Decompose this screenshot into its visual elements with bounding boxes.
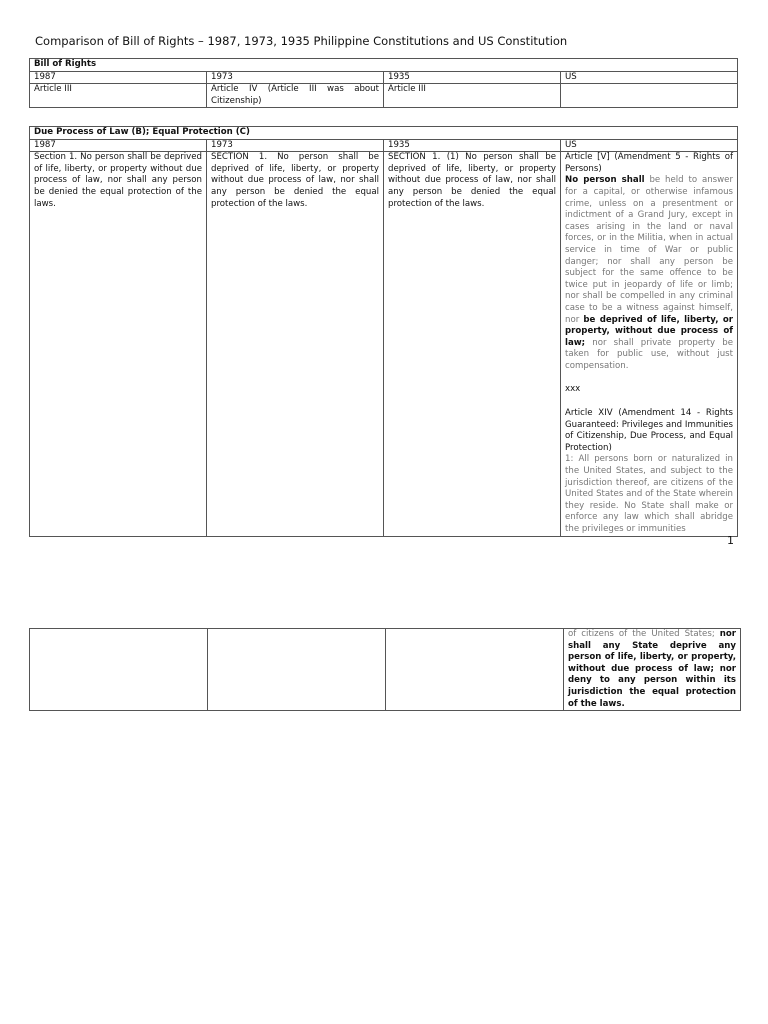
cell-us (561, 152, 738, 536)
cell-1935 (386, 629, 564, 711)
page-number: 1 (727, 534, 734, 547)
bill-of-rights-table (29, 58, 738, 108)
cell-1973: Article IV (Article III was about Citizenship) (207, 84, 384, 108)
col-header-1935: 1935 (384, 71, 561, 84)
amendment-5-title: Article [V] (Amendment 5 - Rights of Persons) (565, 152, 733, 174)
due-process-table-continued (29, 628, 741, 711)
amendment-5-text: No person shall be held to answer for a capital, or otherwise infamous crime, unless on a presentment or indictment of a Grand Jury, except in cases arising in the land or naval forces, or in the Militia, when in actual service in time of War or public danger; nor shall any person be subject for the same offence to be twice put in jeopardy of life or limb; nor shall be compelled in any criminal case to be a witness against himself, nor be deprived of life, liberty, or property, without due process of law; nor shall private property be taken for public use, without just compensation. (565, 175, 734, 371)
cell-1987: Article III (30, 84, 207, 108)
amendment-14-text: 1: All persons born or naturalized in the United States, and subject to the jurisdiction thereof, are citizens of the United States and of the State wherein they reside. No State shall make or enforce any law which shall abridge the privileges or immunities (565, 454, 733, 534)
cell-1987 (30, 629, 208, 711)
cell-1973 (208, 629, 386, 711)
omission-marker: xxx (565, 384, 581, 395)
cell-us: of citizens of the United States; nor shall any State deprive any person of life, liberty, or property, without due process of law; nor deny to any person within its jurisdiction the equal protection of the laws. (564, 629, 741, 711)
col-header-1973: 1973 (207, 139, 384, 152)
cell-us (561, 84, 738, 108)
table-heading: Bill of Rights (30, 59, 738, 72)
cell-1935: Article III (384, 84, 561, 108)
document-title: Comparison of Bill of Rights – 1987, 1973, 1935 Philippine Constitutions and US Constitution (35, 34, 568, 48)
cell-1973: SECTION 1. No person shall be deprived of life, liberty, or property without due process of law, nor shall any person be denied the equal protection of the laws. (207, 152, 384, 536)
col-header-1935: 1935 (384, 139, 561, 152)
col-header-us: US (561, 71, 738, 84)
col-header-1987: 1987 (30, 139, 207, 152)
col-header-1987: 1987 (30, 71, 207, 84)
col-header-us: US (561, 139, 738, 152)
due-process-table (29, 126, 738, 537)
col-header-1973: 1973 (207, 71, 384, 84)
table-heading: Due Process of Law (B); Equal Protection (C) (30, 127, 738, 140)
cell-1935: SECTION 1. (1) No person shall be deprived of life, liberty, or property without due process of law, nor shall any person be denied the equal protection of the laws. (384, 152, 561, 536)
cell-1987: Section 1. No person shall be deprived of life, liberty, or property without due process of law, nor shall any person be denied the equal protection of the laws. (30, 152, 207, 536)
amendment-14-title: Article XIV (Amendment 14 - Rights Guaranteed: Privileges and Immunities of Citizenship, Due Process, and Equal Protection) (565, 408, 733, 453)
